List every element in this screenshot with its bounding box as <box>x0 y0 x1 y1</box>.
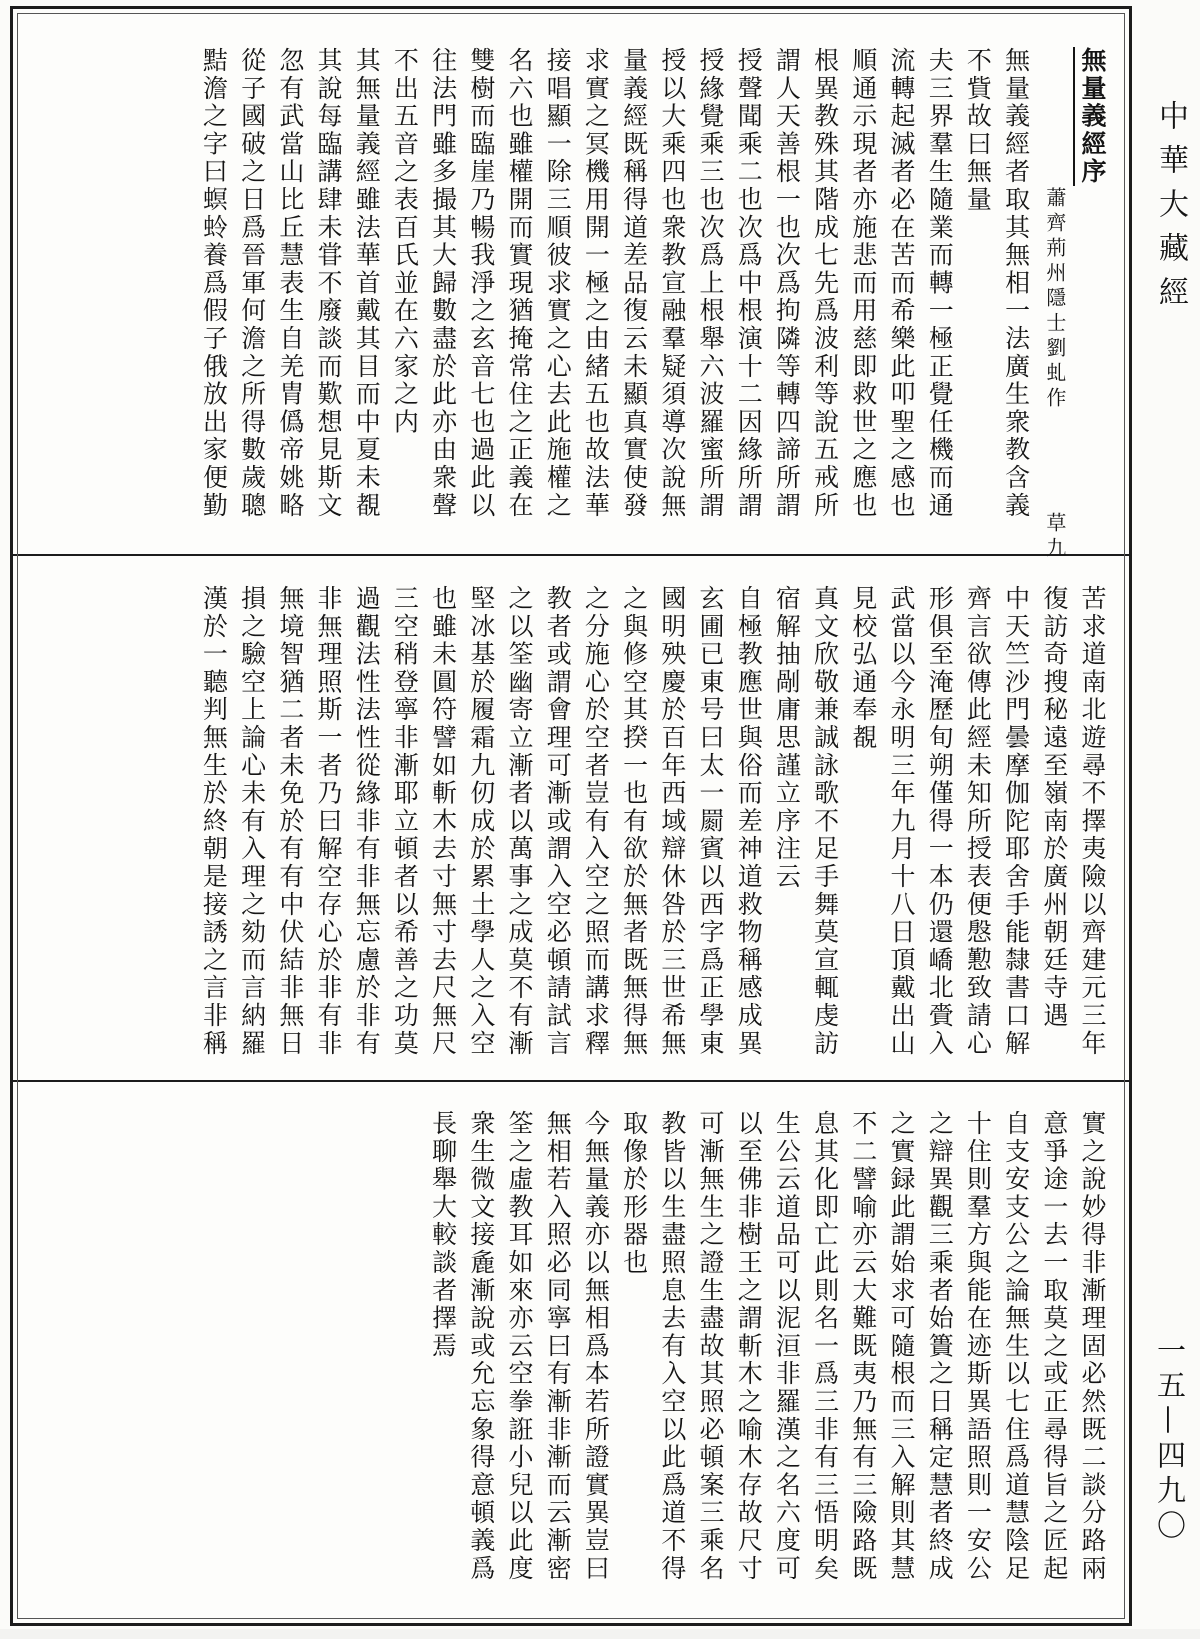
page-number: 一五—四九〇 <box>1153 1335 1187 1545</box>
text-column: 實之說妙得非漸理固必然既二談分路兩 <box>1078 1110 1107 1583</box>
scan-edge <box>0 1629 1200 1639</box>
text-column: 根異教殊其階成七先爲波利等說五戒所 <box>810 47 840 520</box>
text-column: 真文欣敬兼誠詠歌不足手舞莫宣輒虔訪 <box>810 585 840 1058</box>
text-column: 其無量義經雖法華首戴其目而中夏未覩 <box>352 47 382 520</box>
text-column: 中天竺沙門曇摩伽陀耶舍手能隸書口解 <box>1001 585 1031 1058</box>
text-column: 雙樹而臨崖乃暢我淨之玄音七也過此以 <box>466 47 496 520</box>
text-column: 可漸無生之證生盡故其照必頓案三乘名 <box>696 1110 725 1583</box>
text-column: 從子國破之日爲晉軍何澹之所得數歲聰 <box>237 47 267 520</box>
text-column: 以至佛非樹王之謂斬木之喻木存故尺寸 <box>734 1110 764 1583</box>
text-column: 長聊舉大較談者擇焉 <box>428 1110 458 1361</box>
text-column: 之辯異觀三乘者始簣之日稱定慧者終成 <box>925 1110 955 1583</box>
text-column: 順通示現者亦施悲而用慈即救世之應也 <box>848 47 878 520</box>
text-column: 自極教應世與俗而差神道救物稱感成異 <box>734 585 764 1058</box>
text-column: 名六也雖權開而實現猶掩常住之正義在 <box>505 47 534 520</box>
text-column: 之與修空其揆一也有欲於無者既無得無 <box>619 585 649 1058</box>
text-column: 宿解抽剮庸思謹立序注云 <box>772 585 802 891</box>
text-column: 其說每臨講肆未甞不廢談而歎想見斯文 <box>314 47 343 520</box>
preface-title: 無量義經序 <box>1078 47 1107 186</box>
text-column: 齊言欲傳此經未知所授表便慇懃致請心 <box>963 585 993 1058</box>
text-column: 授緣覺乘三也次爲上根舉六波羅蜜所謂 <box>696 47 725 520</box>
text-column: 流轉起滅者必在苦而希樂此叩聖之感也 <box>887 47 916 520</box>
text-column: 授聲聞乘二也次爲中根演十二因緣所謂 <box>734 47 764 520</box>
text-column: 取像於形器也 <box>619 1110 649 1277</box>
text-column: 損之驗空上論心未有入理之劾而言納羅 <box>237 585 267 1058</box>
text-column: 不二譬喻亦云大難既夷乃無有三險路既 <box>848 1110 878 1583</box>
text-column: 今無量義亦以無相爲本若所證實異豈曰 <box>581 1110 611 1583</box>
text-column: 夫三界羣生隨業而轉一極正覺任機而通 <box>925 47 955 520</box>
text-column: 國明殃慶於百年西域辯休咎於三世希無 <box>657 585 687 1058</box>
text-column: 武當以今永明三年九月十八日頂戴出山 <box>887 585 916 1058</box>
text-column: 量義經既稱得道差品復云未顯真實使發 <box>619 47 649 520</box>
text-column: 非無理照斯一者乃曰解空存心於非有非 <box>314 585 343 1058</box>
text-column: 苦求道南北遊尋不擇夷險以齊建元三年 <box>1078 585 1107 1058</box>
text-column: 不出五音之表百氏並在六家之内 <box>390 47 420 437</box>
text-column: 三空稍登寧非漸耶立頓者以希善之功莫 <box>390 585 420 1058</box>
sutra-page-frame <box>10 6 1132 1626</box>
text-column: 黠澹之字曰螟蛉養爲假子俄放出家便勤 <box>199 47 229 520</box>
collection-title: 中華大藏經 <box>1153 100 1188 320</box>
text-column: 之分施心於空者豈有入空之照而講求釋 <box>581 585 611 1058</box>
text-column: 漢於一聽判無生於終朝是接誘之言非稱 <box>199 585 229 1058</box>
text-column: 無境智猶二者未免於有有中伏結非無日 <box>275 585 305 1058</box>
text-column: 復訪奇搜秘遠至嶺南於廣州朝廷寺遇 <box>1039 585 1069 1030</box>
text-column: 玄圃已東号曰太一罽賓以西字爲正學東 <box>696 585 725 1058</box>
text-column: 授以大乘四也衆教宣融羣疑須導次說無 <box>657 47 687 520</box>
text-column: 無量義經者取其無相一法廣生衆教含義 <box>1001 47 1031 520</box>
text-column: 不貲故曰無量 <box>963 47 993 214</box>
text-column: 筌之虛教耳如來亦云空拳誑小兒以此度 <box>505 1110 534 1583</box>
text-column: 過觀法性法性從緣非有非無忘慮於非有 <box>352 585 382 1058</box>
text-column: 堅冰基於履霜九仞成於累土學人之入空 <box>466 585 496 1058</box>
register-divider <box>13 554 1129 556</box>
text-column: 教皆以生盡照息去有入空以此爲道不得 <box>657 1110 687 1583</box>
text-column: 息其化即亡此則名一爲三非有三悟明矣 <box>810 1110 840 1583</box>
text-column: 之以筌幽寄立漸者以萬事之成莫不有漸 <box>505 585 534 1058</box>
text-column: 生公云道品可以泥洹非羅漢之名六度可 <box>772 1110 802 1583</box>
text-column: 教者或謂會理可漸或謂入空必頓請試言 <box>543 585 573 1058</box>
text-column: 求實之冥機用開一極之由緒五也故法華 <box>581 47 611 520</box>
text-column: 接唱顯一除三順彼求實之心去此施權之 <box>543 47 573 520</box>
text-column: 忽有武當山比丘慧表生自羌胄僞帝姚略 <box>275 47 305 520</box>
text-column: 無相若入照必同寧曰有漸非漸而云漸密 <box>543 1110 573 1583</box>
text-column: 意爭途一去一取莫之或正尋得旨之匠起 <box>1039 1110 1069 1583</box>
text-column: 形俱至淹歷旬朔僅得一本仍還嶠北賫入 <box>925 585 955 1058</box>
text-column: 往法門雖多撮其大歸數盡於此亦由衆聲 <box>428 47 458 520</box>
text-column: 十住則羣方與能在迹斯異語照則一安公 <box>963 1110 993 1583</box>
text-column: 也雖未圓符譬如斬木去寸無寸去尺無尺 <box>428 585 458 1058</box>
text-column: 衆生微文接麁漸說或允忘象得意頓義爲 <box>466 1110 496 1583</box>
register-divider <box>13 1080 1129 1082</box>
text-column: 見校弘通奉覩 <box>848 585 878 752</box>
text-column: 謂人天善根一也次爲拘隣等轉四諦所謂 <box>772 47 802 520</box>
text-column: 自支安支公之論無生以七住爲道慧陰足 <box>1001 1110 1031 1583</box>
text-column: 之實録此謂始求可隨根而三入解則其慧 <box>887 1110 916 1583</box>
author-line: 蕭齊荊州隱士劉虬作 草九 <box>1042 187 1067 562</box>
